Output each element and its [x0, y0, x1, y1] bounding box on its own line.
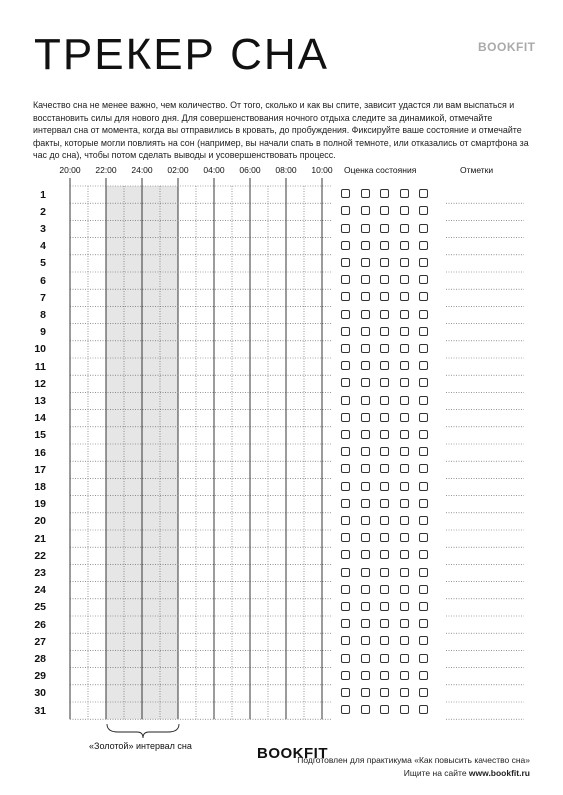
- footer-line-1: Подготовлен для практикума «Как повысить качество сна»: [297, 755, 530, 765]
- day-number: 22: [34, 549, 46, 562]
- rating-checkbox[interactable]: [341, 688, 350, 697]
- rating-checkbox[interactable]: [400, 705, 409, 714]
- rating-checkbox[interactable]: [380, 292, 389, 301]
- rating-checkbox[interactable]: [400, 688, 409, 697]
- rating-checkbox[interactable]: [341, 361, 350, 370]
- rating-checkbox[interactable]: [419, 705, 428, 714]
- footer-line-2: Ищите на сайте www.bookfit.ru: [403, 768, 530, 778]
- footer-logo: BOOKFIT: [257, 745, 328, 762]
- day-number: 1: [40, 188, 46, 201]
- rating-checkbox[interactable]: [380, 568, 389, 577]
- rating-checkbox[interactable]: [361, 396, 370, 405]
- brand-logo-top: BOOKFIT: [478, 40, 536, 54]
- rating-checkbox[interactable]: [380, 378, 389, 387]
- rating-checkbox[interactable]: [380, 344, 389, 353]
- rating-checkbox[interactable]: [400, 344, 409, 353]
- day-number: 8: [40, 309, 46, 321]
- rating-checkbox[interactable]: [419, 447, 428, 456]
- rating-checkbox[interactable]: [341, 241, 350, 250]
- day-number: 30: [34, 687, 46, 700]
- rating-checkbox[interactable]: [341, 636, 350, 645]
- rating-checkbox[interactable]: [419, 654, 428, 663]
- rating-checkbox[interactable]: [341, 430, 350, 439]
- rating-checkbox[interactable]: [361, 671, 370, 680]
- day-number: 7: [40, 291, 46, 304]
- day-number: 13: [34, 395, 46, 407]
- rating-checkbox[interactable]: [400, 241, 409, 250]
- rating-checkbox[interactable]: [361, 241, 370, 250]
- rating-checkbox[interactable]: [380, 241, 389, 250]
- rating-checkbox[interactable]: [400, 275, 409, 284]
- rating-checkbox[interactable]: [341, 619, 350, 628]
- rating-checkbox[interactable]: [419, 292, 428, 301]
- rating-checkbox[interactable]: [361, 275, 370, 284]
- rating-checkbox[interactable]: [341, 654, 350, 663]
- day-number: 24: [34, 584, 46, 597]
- day-number: 4: [40, 240, 46, 253]
- rating-checkbox[interactable]: [380, 705, 389, 714]
- day-number: 10: [34, 343, 46, 356]
- hour-label: 08:00: [275, 165, 297, 175]
- day-number: 6: [40, 274, 46, 287]
- rating-checkbox[interactable]: [341, 671, 350, 680]
- day-number: 5: [40, 257, 46, 270]
- rating-checkbox[interactable]: [341, 292, 350, 301]
- rating-checkbox[interactable]: [419, 585, 428, 594]
- rating-checkbox[interactable]: [419, 378, 428, 387]
- rating-checkbox[interactable]: [341, 602, 350, 611]
- rating-checkbox[interactable]: [361, 430, 370, 439]
- day-number: 29: [34, 670, 46, 683]
- rating-checkbox[interactable]: [419, 189, 428, 198]
- rating-checkbox[interactable]: [400, 550, 409, 559]
- day-number: 12: [34, 377, 46, 390]
- rating-checkbox[interactable]: [400, 206, 409, 215]
- rating-checkbox[interactable]: [380, 602, 389, 611]
- day-number: 15: [34, 429, 46, 442]
- rating-checkbox[interactable]: [419, 550, 428, 559]
- rating-checkbox[interactable]: [380, 361, 389, 370]
- rating-checkbox[interactable]: [361, 464, 370, 473]
- day-number: 28: [34, 653, 46, 665]
- rating-checkbox[interactable]: [400, 585, 409, 594]
- hour-label: 24:00: [131, 165, 153, 175]
- rating-checkbox[interactable]: [361, 344, 370, 353]
- rating-checkbox[interactable]: [419, 275, 428, 284]
- rating-checkbox[interactable]: [400, 516, 409, 525]
- day-number: 25: [34, 601, 46, 614]
- rating-checkbox[interactable]: [361, 585, 370, 594]
- rating-checkbox[interactable]: [341, 585, 350, 594]
- rating-checkbox[interactable]: [400, 464, 409, 473]
- day-number: 18: [34, 481, 46, 493]
- rating-checkbox[interactable]: [361, 189, 370, 198]
- day-number: 14: [34, 412, 46, 425]
- rating-checkbox[interactable]: [419, 602, 428, 611]
- day-number: 17: [34, 463, 46, 476]
- rating-checkbox[interactable]: [380, 654, 389, 663]
- rating-checkbox[interactable]: [419, 688, 428, 697]
- rating-checkbox[interactable]: [361, 327, 370, 336]
- rating-checkbox[interactable]: [419, 241, 428, 250]
- rating-checkbox[interactable]: [361, 447, 370, 456]
- rating-checkbox[interactable]: [400, 602, 409, 611]
- rating-checkbox[interactable]: [380, 206, 389, 215]
- rating-checkbox[interactable]: [400, 533, 409, 542]
- rating-checkbox[interactable]: [419, 224, 428, 233]
- rating-checkbox[interactable]: [361, 619, 370, 628]
- rating-checkbox[interactable]: [380, 688, 389, 697]
- rating-checkbox[interactable]: [419, 361, 428, 370]
- rating-header: Оценка состояния: [344, 165, 417, 175]
- rating-checkbox[interactable]: [419, 327, 428, 336]
- page-title: ТРЕКЕР СНА: [34, 30, 330, 79]
- rating-checkbox[interactable]: [361, 361, 370, 370]
- rating-checkbox[interactable]: [419, 464, 428, 473]
- rating-checkbox[interactable]: [400, 499, 409, 508]
- rating-checkbox[interactable]: [361, 258, 370, 267]
- rating-checkbox[interactable]: [341, 275, 350, 284]
- rating-checkbox[interactable]: [380, 619, 389, 628]
- rating-checkbox[interactable]: [380, 396, 389, 405]
- day-number: 27: [34, 635, 46, 648]
- rating-checkbox[interactable]: [400, 361, 409, 370]
- day-number: 19: [34, 498, 46, 511]
- rating-checkbox[interactable]: [400, 189, 409, 198]
- day-number: 2: [40, 205, 46, 218]
- rating-checkbox[interactable]: [419, 619, 428, 628]
- rating-checkbox[interactable]: [361, 533, 370, 542]
- rating-checkbox[interactable]: [400, 327, 409, 336]
- rating-checkbox[interactable]: [419, 344, 428, 353]
- notes-header: Отметки: [460, 165, 494, 175]
- rating-checkbox[interactable]: [400, 378, 409, 387]
- rating-checkbox[interactable]: [361, 688, 370, 697]
- rating-checkbox[interactable]: [341, 327, 350, 336]
- rating-checkbox[interactable]: [341, 206, 350, 215]
- day-number: 31: [34, 704, 46, 717]
- hour-label: 02:00: [167, 165, 189, 175]
- rating-checkbox[interactable]: [361, 568, 370, 577]
- rating-checkbox[interactable]: [380, 189, 389, 198]
- rating-checkbox[interactable]: [361, 602, 370, 611]
- rating-checkbox[interactable]: [341, 533, 350, 542]
- site-link[interactable]: www.bookfit.ru: [468, 768, 530, 778]
- rating-checkbox[interactable]: [380, 533, 389, 542]
- rating-checkbox[interactable]: [361, 378, 370, 387]
- footer-note: [297, 754, 530, 780]
- rating-checkbox[interactable]: [400, 636, 409, 645]
- rating-checkbox[interactable]: [400, 430, 409, 439]
- rating-checkbox[interactable]: [361, 310, 370, 319]
- rating-checkbox[interactable]: [419, 568, 428, 577]
- rating-checkbox[interactable]: [361, 636, 370, 645]
- rating-checkbox[interactable]: [419, 258, 428, 267]
- rating-checkbox[interactable]: [400, 619, 409, 628]
- rating-checkbox[interactable]: [341, 482, 350, 491]
- rating-checkbox[interactable]: [341, 258, 350, 267]
- rating-checkbox[interactable]: [380, 447, 389, 456]
- rating-checkbox[interactable]: [419, 430, 428, 439]
- rating-checkbox[interactable]: [361, 224, 370, 233]
- hour-label: 20:00: [59, 165, 81, 175]
- rating-checkbox[interactable]: [361, 206, 370, 215]
- rating-checkbox[interactable]: [380, 413, 389, 422]
- rating-checkbox[interactable]: [361, 654, 370, 663]
- day-number: 20: [34, 515, 46, 528]
- day-number: 11: [34, 360, 46, 373]
- rating-checkbox[interactable]: [380, 550, 389, 559]
- rating-checkbox[interactable]: [341, 413, 350, 422]
- rating-checkbox[interactable]: [341, 447, 350, 456]
- hour-label: 06:00: [239, 165, 261, 175]
- rating-checkbox[interactable]: [380, 516, 389, 525]
- rating-checkbox[interactable]: [419, 499, 428, 508]
- rating-checkbox[interactable]: [380, 275, 389, 284]
- day-number: 21: [34, 532, 46, 545]
- hour-label: 22:00: [95, 165, 117, 175]
- rating-checkbox[interactable]: [380, 636, 389, 645]
- rating-checkbox[interactable]: [380, 327, 389, 336]
- rating-checkbox[interactable]: [380, 430, 389, 439]
- rating-checkbox[interactable]: [361, 516, 370, 525]
- rating-checkbox[interactable]: [400, 258, 409, 267]
- rating-checkbox[interactable]: [400, 224, 409, 233]
- rating-checkbox[interactable]: [400, 671, 409, 680]
- rating-checkbox[interactable]: [419, 636, 428, 645]
- rating-checkbox[interactable]: [361, 499, 370, 508]
- rating-checkbox[interactable]: [341, 396, 350, 405]
- rating-checkbox[interactable]: [341, 705, 350, 714]
- rating-checkbox[interactable]: [400, 292, 409, 301]
- rating-checkbox[interactable]: [341, 499, 350, 508]
- intro-text: Качество сна не менее важно, чем количество. От того, сколько и как вы спите, зависит удастся ли вам выспаться и восстановить силы для нового дня. Для совершенствования ночного отдыха следите за динамикой, отмечайте интервал сна от момента, когда вы отправились в кровать, до пробуждения. Фиксируйте ваше состояние и отмечайте факты, которые могли повлиять на сон (например, вы начали спать в полной темноте, или отказались от смартфона за час до сна), чтобы потом сделать выводы и усовершенствовать процесс.: [33, 100, 529, 161]
- day-number: 9: [40, 326, 46, 339]
- rating-checkbox[interactable]: [361, 413, 370, 422]
- rating-checkbox[interactable]: [419, 671, 428, 680]
- rating-checkbox[interactable]: [400, 310, 409, 319]
- rating-checkbox[interactable]: [380, 585, 389, 594]
- rating-checkbox[interactable]: [341, 310, 350, 319]
- rating-checkbox[interactable]: [380, 310, 389, 319]
- rating-checkbox[interactable]: [400, 396, 409, 405]
- rating-checkbox[interactable]: [400, 413, 409, 422]
- rating-checkbox[interactable]: [341, 464, 350, 473]
- rating-checkbox[interactable]: [361, 705, 370, 714]
- rating-checkbox[interactable]: [341, 224, 350, 233]
- rating-checkbox[interactable]: [341, 189, 350, 198]
- rating-checkbox[interactable]: [361, 292, 370, 301]
- rating-checkbox[interactable]: [361, 550, 370, 559]
- rating-checkbox[interactable]: [419, 516, 428, 525]
- rating-checkbox[interactable]: [419, 533, 428, 542]
- rating-checkbox[interactable]: [419, 396, 428, 405]
- rating-checkbox[interactable]: [400, 654, 409, 663]
- rating-checkbox[interactable]: [341, 516, 350, 525]
- rating-checkbox[interactable]: [341, 344, 350, 353]
- rating-checkbox[interactable]: [419, 206, 428, 215]
- rating-checkbox[interactable]: [341, 568, 350, 577]
- day-number: 16: [34, 446, 46, 459]
- rating-checkbox[interactable]: [400, 568, 409, 577]
- rating-checkbox[interactable]: [419, 482, 428, 491]
- rating-checkbox[interactable]: [380, 499, 389, 508]
- rating-checkbox[interactable]: [341, 378, 350, 387]
- rating-checkbox[interactable]: [361, 482, 370, 491]
- day-number: 26: [34, 618, 46, 631]
- rating-checkbox[interactable]: [419, 413, 428, 422]
- rating-checkbox[interactable]: [380, 482, 389, 491]
- rating-checkbox[interactable]: [400, 482, 409, 491]
- rating-checkbox[interactable]: [380, 224, 389, 233]
- hour-label: 04:00: [203, 165, 225, 175]
- day-number: 3: [40, 223, 46, 235]
- day-number: 23: [34, 567, 46, 579]
- golden-interval-label: «Золотой» интервал сна: [89, 741, 192, 751]
- rating-checkbox[interactable]: [400, 447, 409, 456]
- rating-checkbox[interactable]: [380, 671, 389, 680]
- rating-checkbox[interactable]: [419, 310, 428, 319]
- rating-checkbox[interactable]: [380, 464, 389, 473]
- rating-checkbox[interactable]: [341, 550, 350, 559]
- rating-checkbox[interactable]: [380, 258, 389, 267]
- hour-label: 10:00: [311, 165, 333, 175]
